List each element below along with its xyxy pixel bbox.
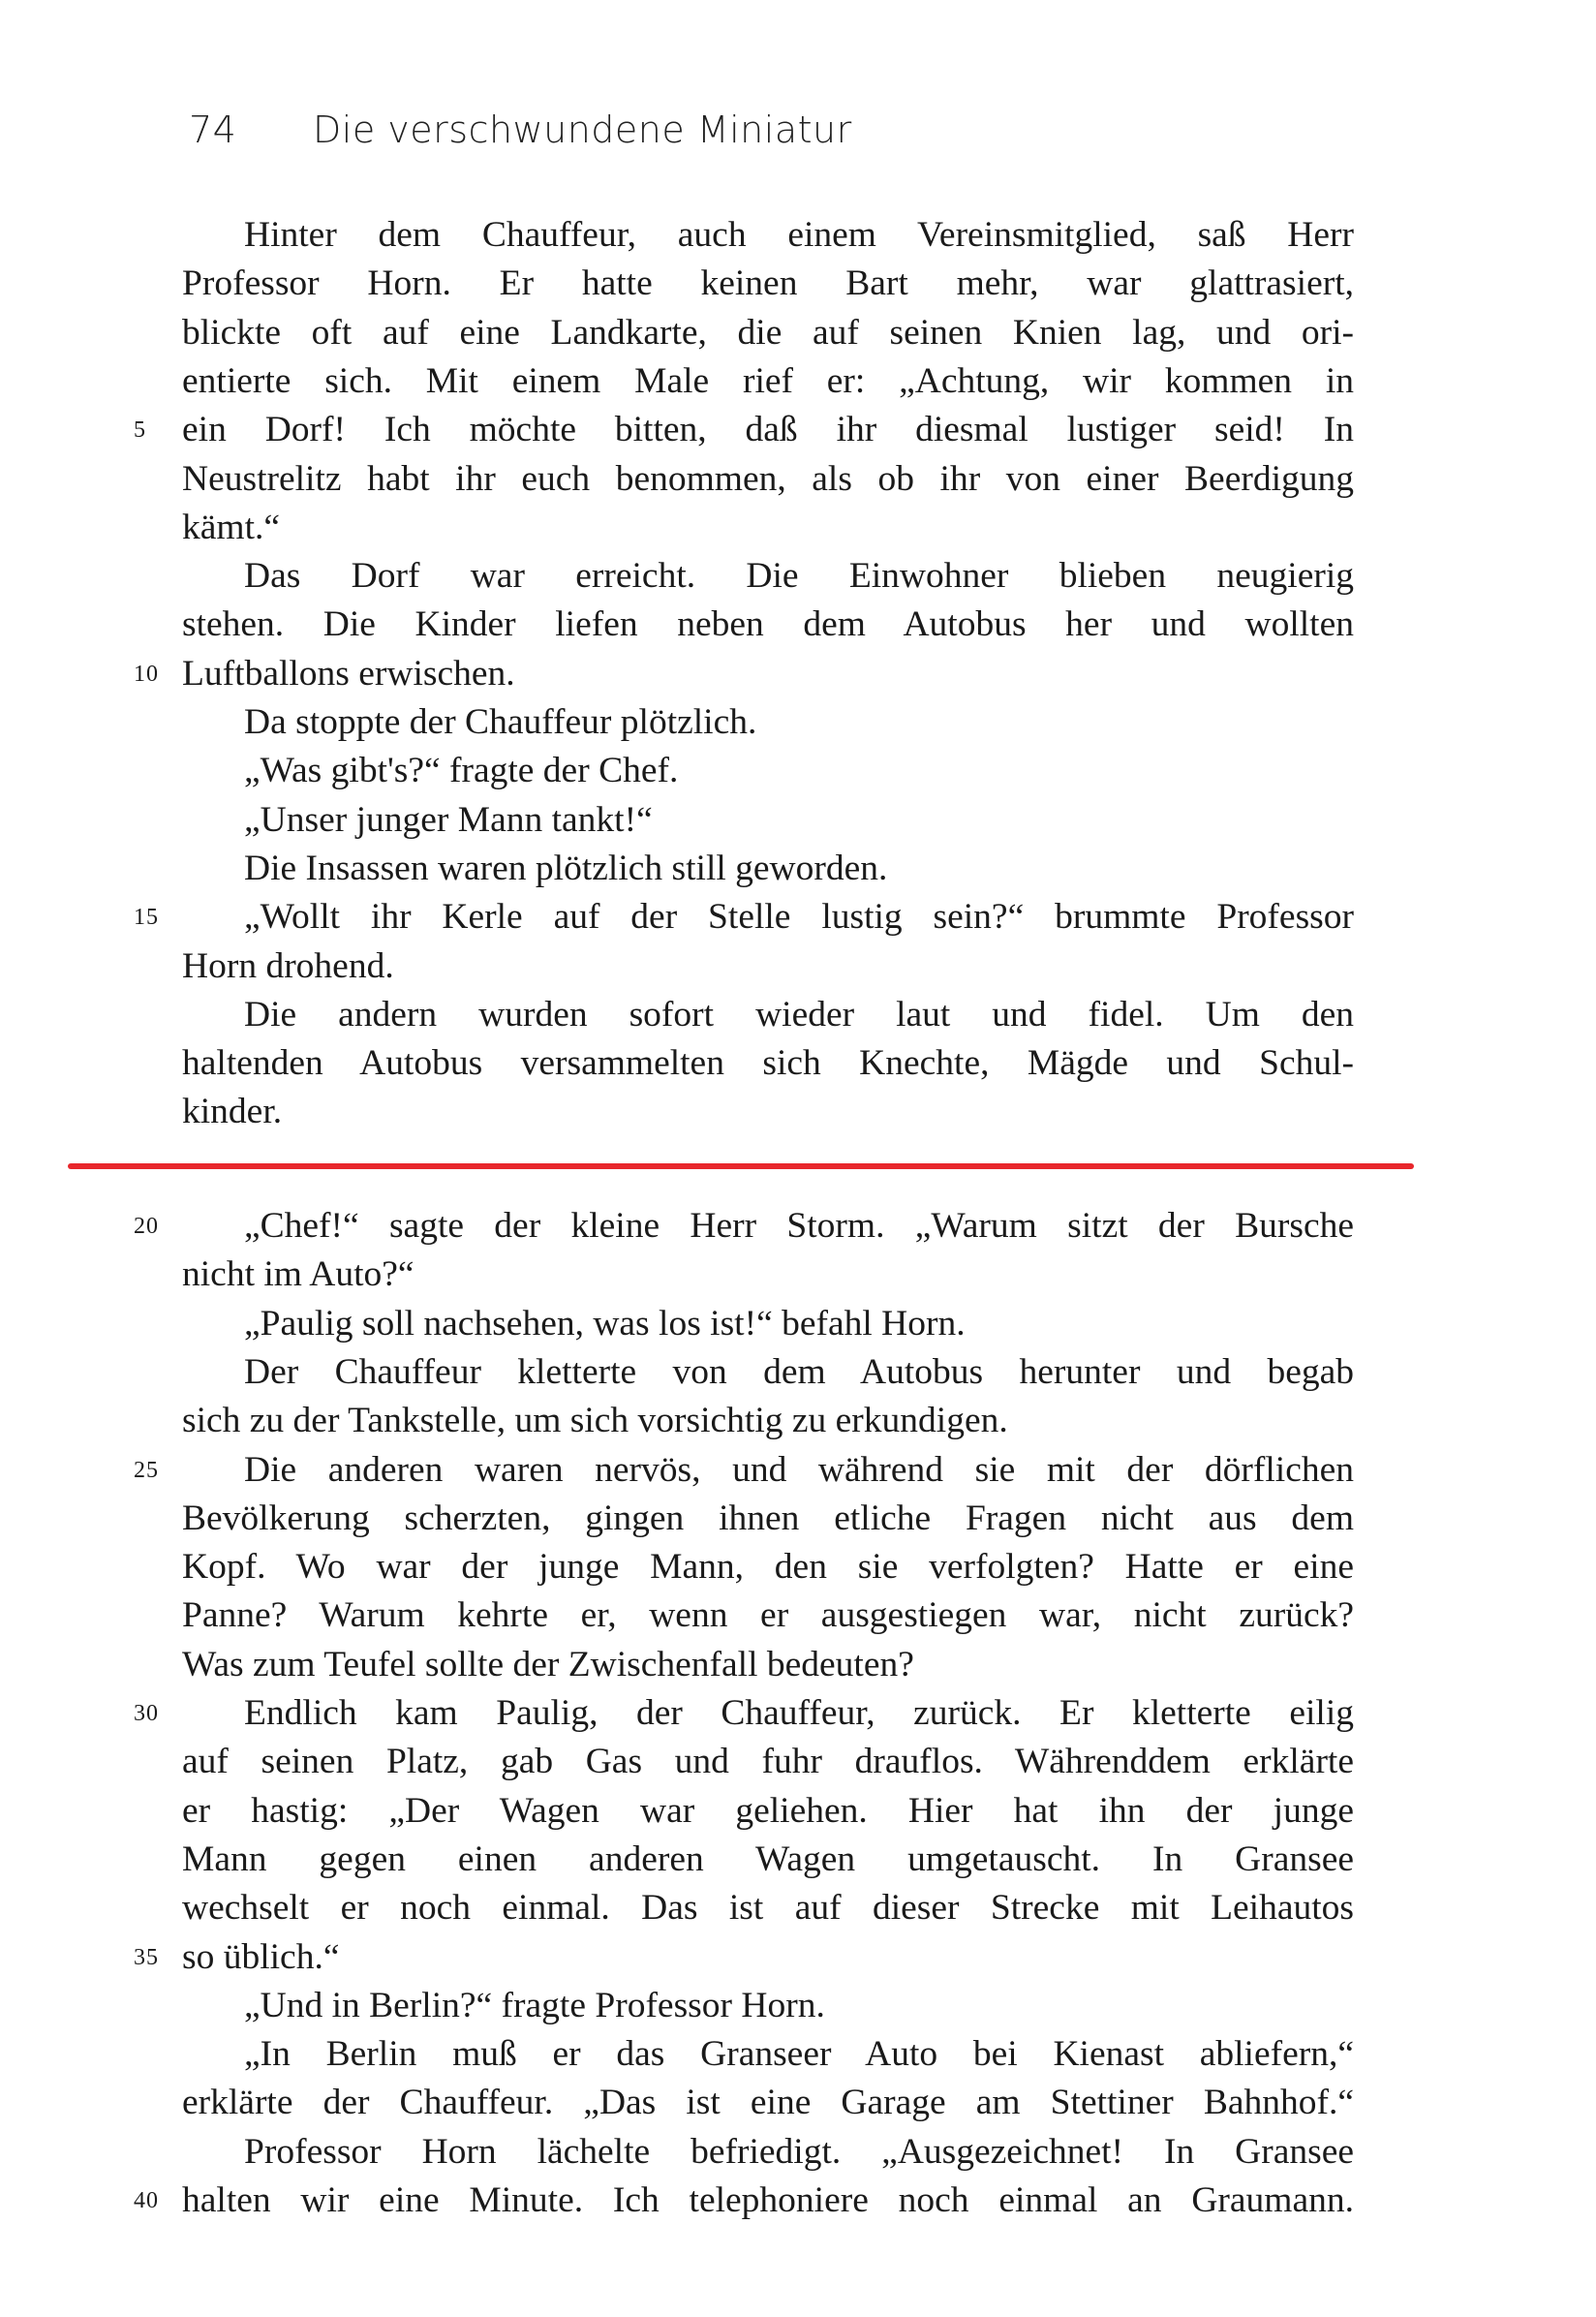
running-header — [189, 108, 852, 151]
line-text: „Und in Berlin?“ fragte Professor Horn. — [244, 1985, 825, 2025]
line-text: Bevölkerung scherzten, gingen ihnen etliche Fragen nicht aus dem — [182, 1498, 1354, 1538]
text-line — [182, 1397, 1354, 1445]
text-line — [134, 1202, 1354, 1251]
text-line — [182, 455, 1354, 504]
text-line — [182, 1039, 1354, 1088]
text-line — [182, 1348, 1354, 1397]
text-line — [182, 1787, 1354, 1836]
line-text: „Paulig soll nachsehen, was los ist!“ befahl Horn. — [244, 1303, 966, 1344]
page-number: 74 — [189, 108, 237, 151]
line-text: Die Insassen waren plötzlich still geworden. — [244, 848, 888, 888]
text-line — [182, 1641, 1354, 1689]
text-line — [182, 1884, 1354, 1932]
line-text: ein Dorf! Ich möchte bitten, daß ihr diesmal lustiger seid! In — [182, 410, 1354, 450]
line-text: Luftballons erwischen. — [182, 653, 515, 694]
line-text: „Wollt ihr Kerle auf der Stelle lustig sein?“ brummte Professor — [244, 897, 1354, 938]
text-line — [134, 1446, 1354, 1495]
line-text: Die anderen waren nervös, und während sie mit der dörflichen — [244, 1449, 1354, 1490]
line-text: er hastig: „Der Wagen war geliehen. Hier hat ihn der junge — [182, 1790, 1354, 1831]
line-number: 10 — [134, 661, 159, 687]
text-line — [182, 211, 1354, 260]
line-text: blickte oft auf eine Landkarte, die auf seinen Knien lag, und ori- — [182, 312, 1354, 353]
line-text: Professor Horn. Er hatte keinen Bart mehr, war glattrasiert, — [182, 263, 1354, 304]
line-text: Neustrelitz habt ihr euch benommen, als ob ihr von einer Beerdigung — [182, 458, 1354, 499]
text-line — [182, 1738, 1354, 1786]
text-line — [182, 1982, 1354, 2030]
line-text: Die andern wurden sofort wieder laut und fidel. Um den — [244, 994, 1354, 1035]
text-line — [134, 1689, 1354, 1738]
line-text: Panne? Warum kehrte er, wenn er ausgestiegen war, nicht zurück? — [182, 1595, 1354, 1636]
text-line — [134, 406, 1354, 454]
red-divider-line — [68, 1163, 1414, 1169]
line-text: „In Berlin muß er das Granseer Auto bei Kienast abliefern,“ — [244, 2034, 1354, 2075]
line-text: Mann gegen einen anderen Wagen umgetauscht. In Gransee — [182, 1838, 1354, 1879]
line-text: Das Dorf war erreicht. Die Einwohner blieben neugierig — [244, 556, 1354, 597]
text-line — [134, 893, 1354, 942]
text-line — [182, 1543, 1354, 1591]
line-number: 35 — [134, 1944, 159, 1970]
line-number: 25 — [134, 1457, 159, 1483]
text-line — [182, 1591, 1354, 1640]
text-line — [134, 2177, 1354, 2225]
line-text: halten wir eine Minute. Ich telephoniere noch einmal an Graumann. — [182, 2180, 1354, 2220]
text-line — [134, 650, 1354, 698]
text-line — [134, 1933, 1354, 1982]
line-text: „Unser junger Mann tankt!“ — [244, 799, 653, 840]
line-text: nicht im Auto?“ — [182, 1254, 414, 1295]
line-text: Kopf. Wo war der junge Mann, den sie verfolgten? Hatte er eine — [182, 1547, 1354, 1588]
text-line — [182, 2128, 1354, 2177]
text-line — [182, 1251, 1354, 1299]
text-line — [182, 747, 1354, 795]
text-line — [182, 1836, 1354, 1884]
line-number: 5 — [134, 417, 146, 444]
running-title: Die verschwundene Miniatur — [313, 108, 852, 151]
line-text: kinder. — [182, 1092, 283, 1132]
line-number: 15 — [134, 905, 159, 931]
text-line — [182, 2079, 1354, 2127]
text-line — [182, 991, 1354, 1039]
line-text: kämt.“ — [182, 507, 281, 547]
line-text: wechselt er noch einmal. Das ist auf dieser Strecke mit Leihautos — [182, 1888, 1354, 1929]
text-line — [182, 2030, 1354, 2079]
text-line — [182, 260, 1354, 308]
text-line — [182, 1300, 1354, 1348]
line-text: Was zum Teufel sollte der Zwischenfall bedeuten? — [182, 1644, 914, 1684]
text-line — [182, 845, 1354, 893]
line-text: auf seinen Platz, gab Gas und fuhr drauflos. Währenddem erklärte — [182, 1742, 1354, 1782]
line-text: so üblich.“ — [182, 1936, 340, 1977]
line-text: Der Chauffeur kletterte von dem Autobus herunter und begab — [244, 1351, 1354, 1392]
text-line — [182, 1088, 1354, 1136]
line-text: Endlich kam Paulig, der Chauffeur, zurück. Er kletterte eilig — [244, 1693, 1354, 1733]
text-line — [182, 698, 1354, 747]
line-text: sich zu der Tankstelle, um sich vorsichtig zu erkundigen. — [182, 1401, 1008, 1441]
line-text: erklärte der Chauffeur. „Das ist eine Garage am Stettiner Bahnhof.“ — [182, 2083, 1354, 2123]
line-text: „Chef!“ sagte der kleine Herr Storm. „Warum sitzt der Bursche — [244, 1206, 1354, 1246]
line-text: entierte sich. Mit einem Male rief er: „Achtung, wir kommen in — [182, 360, 1354, 401]
line-text: Hinter dem Chauffeur, auch einem Vereinsmitglied, saß Herr — [244, 215, 1354, 255]
text-line — [182, 552, 1354, 601]
line-text: stehen. Die Kinder liefen neben dem Autobus her und wollten — [182, 604, 1354, 645]
text-line — [182, 1495, 1354, 1543]
line-number: 40 — [134, 2188, 159, 2213]
text-line — [182, 601, 1354, 649]
line-number: 20 — [134, 1214, 159, 1239]
text-line — [182, 504, 1354, 552]
line-text: Horn drohend. — [182, 945, 394, 986]
line-text: Da stoppte der Chauffeur plötzlich. — [244, 702, 757, 742]
line-text: „Was gibt's?“ fragte der Chef. — [244, 751, 679, 791]
text-line — [182, 309, 1354, 357]
text-line — [182, 796, 1354, 845]
text-line — [182, 942, 1354, 991]
line-text: haltenden Autobus versammelten sich Knechte, Mägde und Schul- — [182, 1043, 1354, 1084]
text-line — [182, 357, 1354, 406]
line-number: 30 — [134, 1701, 159, 1726]
line-text: Professor Horn lächelte befriedigt. „Ausgezeichnet! In Gransee — [244, 2131, 1354, 2172]
